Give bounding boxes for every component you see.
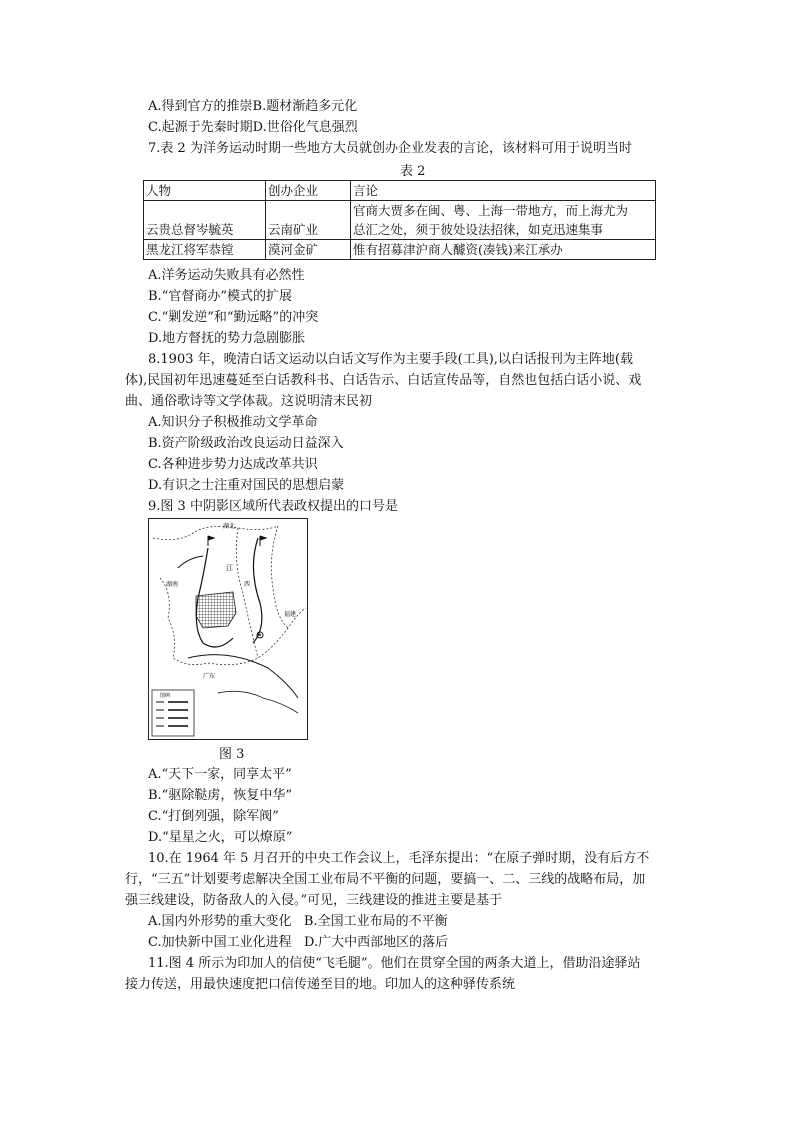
cell-enterprise: 云南矿业 xyxy=(266,201,351,240)
cell-enterprise: 漠河金矿 xyxy=(266,240,351,260)
q8-line: 8.1903 年，晚清白话文运动以白话文写作为主要手段(工具),以白话报刊为主阵地(载 xyxy=(148,352,633,367)
q8-line: 曲、通俗歌诗等文学体裁。这说明清末民初 xyxy=(125,394,373,409)
q9-option-a: A.“天下一家，同享太平” xyxy=(148,767,292,782)
q6-options-ab: A.得到官方的推崇B.题材渐趋多元化 xyxy=(148,99,358,114)
header-speech: 言论 xyxy=(351,181,656,201)
map-label-guangdong: 广东 xyxy=(203,673,216,680)
q10-options-cd: C.加快新中国工业化进程 D.广大中西部地区的落后 xyxy=(148,935,449,950)
speech-line: 官商大贾多在闽、粤、上海一带地方，而上海尤为 xyxy=(353,203,629,218)
q11-line: 11.图 4 所示为印加人的信使“飞毛腿”。他们在贯穿全国的两条大道上，借助沿途驿站 xyxy=(148,956,641,971)
q9-option-b: B.“驱除鞑虏，恢复中华” xyxy=(148,788,292,803)
cell-speech: 惟有招募津沪商人醵资(凑钱)来江承办 xyxy=(351,240,656,260)
cell-speech xyxy=(351,201,656,240)
table-2 xyxy=(143,180,656,260)
map-legend-title: 图例 xyxy=(160,693,171,699)
q8-line: 体),民国初年迅速蔓延至白话教科书、白话告示、白话宣传品等，自然也包括白话小说、戏 xyxy=(125,373,642,388)
q8-option-c: C.各种进步势力达成改革共识 xyxy=(148,457,318,472)
cell-person: 云贵总督岑毓英 xyxy=(144,201,266,240)
table-row xyxy=(144,201,656,240)
q7-stem: 7.表 2 为洋务运动时期一些地方大员就创办企业发表的言论，该材料可用于说明当时 xyxy=(148,141,632,156)
figure-caption: 图 3 xyxy=(219,747,245,762)
q8-option-a: A.知识分子积极推动文学革命 xyxy=(148,415,318,430)
q11-line: 接力传送，用最快速度把口信传递至目的地。印加人的这种驿传系统 xyxy=(125,977,516,992)
q7-option-b: B.“官督商办”模式的扩展 xyxy=(148,289,292,304)
q7-option-d: D.地方督抚的势力急剧膨胀 xyxy=(148,331,306,346)
table-row xyxy=(144,240,656,260)
map-label-jiang: 江 xyxy=(226,564,233,572)
q9-stem: 9.图 3 中阴影区域所代表政权提出的口号是 xyxy=(148,499,398,514)
table-caption: 表 2 xyxy=(400,164,426,179)
q8-option-b: B.资产阶级政治改良运动日益深入 xyxy=(148,436,344,451)
q10-line: 行，“三五”计划要考虑解决全国工业布局不平衡的问题，要搞一、二、三线的战略布局，加 xyxy=(125,872,646,887)
map-image xyxy=(148,518,308,740)
map-label-hubei: 湖北 xyxy=(223,523,236,530)
map-label-xi: 西 xyxy=(244,581,251,588)
q10-options-ab: A.国内外形势的重大变化 B.全国工业布局的不平衡 xyxy=(148,914,448,929)
header-person: 人物 xyxy=(144,181,266,201)
cell-person: 黑龙江将军恭镗 xyxy=(144,240,266,260)
q9-option-d: D.“星星之火，可以燎原” xyxy=(148,830,293,845)
q10-line: 10.在 1964 年 5 月召开的中央工作会议上，毛泽东提出：“在原子弹时期，没有后方不 xyxy=(148,851,650,866)
map-label-fujian: 福建 xyxy=(284,611,297,618)
map-label-hunan: 湖南 xyxy=(166,581,179,588)
q8-option-d: D.有识之士注重对国民的思想启蒙 xyxy=(148,478,345,493)
map-figure-3 xyxy=(148,518,308,740)
q10-line: 强三线建设，防备敌人的入侵。”可见，三线建设的推进主要是基于 xyxy=(125,893,503,908)
q7-option-a: A.洋务运动失败具有必然性 xyxy=(148,268,305,283)
q6-options-cd: C.起源于先秦时期D.世俗化气息强烈 xyxy=(148,120,358,135)
q9-option-c: C.“打倒列强，除军阀” xyxy=(148,809,279,824)
table-header-row xyxy=(144,181,656,201)
speech-line: 总汇之处，须于彼处设法招徕，如克迅速集事 xyxy=(353,222,604,237)
header-enterprise: 创办企业 xyxy=(266,181,351,201)
q7-option-c: C.“剿发逆”和“勤远略”的冲突 xyxy=(148,310,319,325)
